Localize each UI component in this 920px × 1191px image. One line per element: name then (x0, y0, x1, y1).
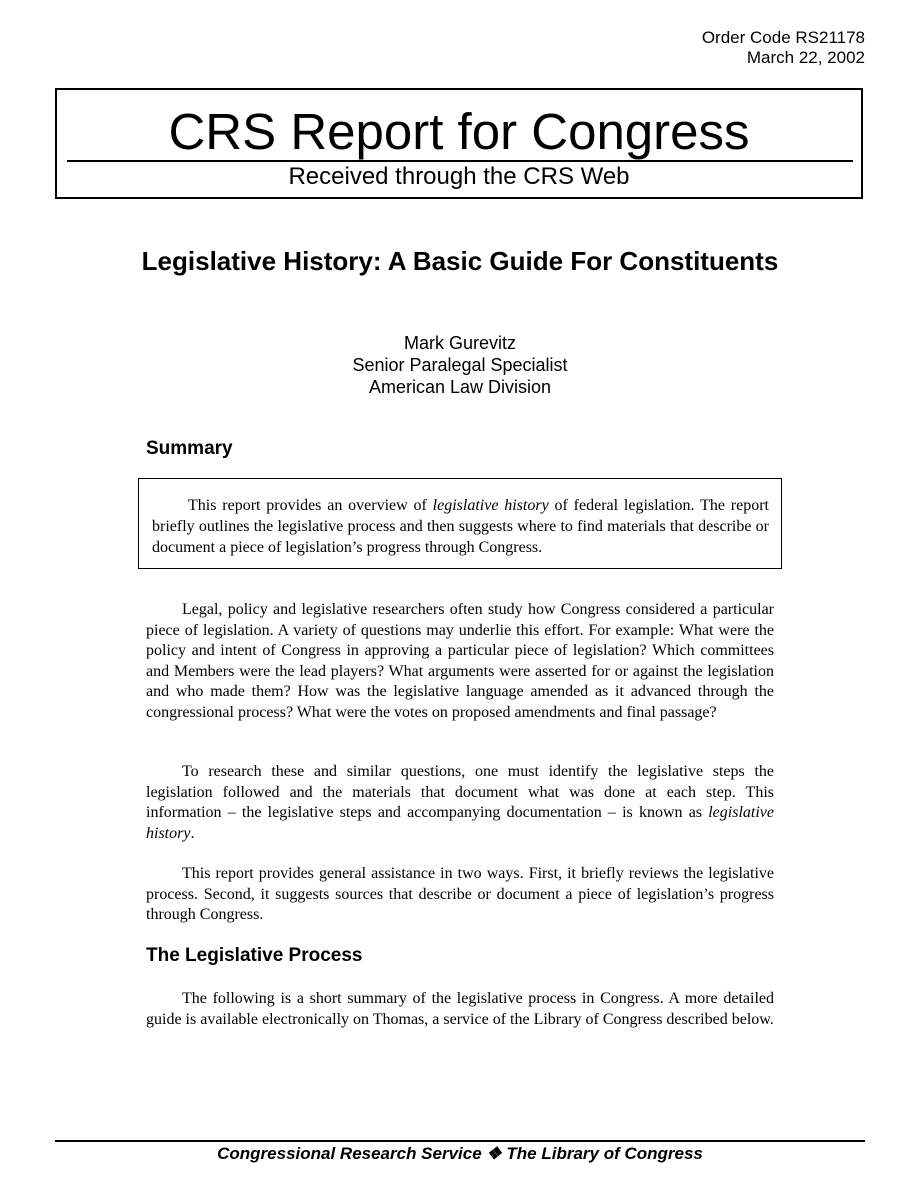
body-paragraph-1: Legal, policy and legislative researchers often study how Congress considered a particular piece of legislation. A variety of questions may underlie this effort. For example: What were the policy and intent of Congress in approving a particular piece of legislation? Which committees and Members were the lead players? What arguments were asserted for or against the legislation and who made them? How was the legislative language amended as it advanced through the congressional process? What were the votes on proposed amendments and final passage? (146, 601, 774, 721)
order-info (702, 28, 865, 68)
masthead-rule (67, 160, 853, 162)
legislative-process-heading: The Legislative Process (146, 945, 363, 966)
author-name: Mark Gurevitz (403, 333, 517, 353)
summary-box (138, 478, 782, 569)
summary-emphasis: legislative history (432, 497, 549, 514)
document-title: Legislative History: A Basic Guide For Constituents (141, 246, 779, 276)
report-date: March 22, 2002 (746, 48, 865, 67)
body-paragraph-4: The following is a short summary of the legislative process in Congress. A more detailed guide is available electronically on Thomas, a service of the Library of Congress described below. (146, 990, 774, 1028)
footer-right: The Library of Congress (506, 1144, 703, 1163)
order-code: Order Code RS21178 (701, 28, 865, 47)
footer-left: Congressional Research Service (217, 1144, 482, 1163)
paragraph-2-text: To research these and similar questions, one must identify the legislative steps the legislation followed and the materials that document what was done at each step. This information – the legislative steps and accompanying documentation – is known as (146, 763, 774, 821)
masthead-title: CRS Report for Congress (168, 103, 750, 160)
footer (0, 1143, 920, 1165)
paragraph-2-emphasis: legislative history (146, 804, 774, 842)
summary-text-after: of federal legislation. The report briefly outlines the legislative process and then suggests where to find materials that describe or document a piece of legislation’s progress through Congress. (152, 497, 769, 556)
author-title: Senior Paralegal Specialist (352, 355, 568, 375)
byline (0, 332, 920, 398)
summary-text-before: This report provides an overview of (188, 497, 433, 514)
author-division: American Law Division (368, 377, 552, 397)
footer-separator-icon: ❖ (486, 1144, 502, 1163)
masthead-subtitle: Received through the CRS Web (288, 163, 630, 190)
body-paragraph-3: This report provides general assistance in two ways. First, it briefly reviews the legislative process. Second, it suggests sources that describe or document a piece of legislation’s progress through Congress. (146, 865, 774, 923)
masthead (55, 88, 863, 199)
footer-rule (55, 1140, 865, 1142)
body-paragraph-2 (146, 762, 774, 844)
summary-heading: Summary (146, 438, 233, 459)
paragraph-2-end: . (190, 824, 195, 842)
